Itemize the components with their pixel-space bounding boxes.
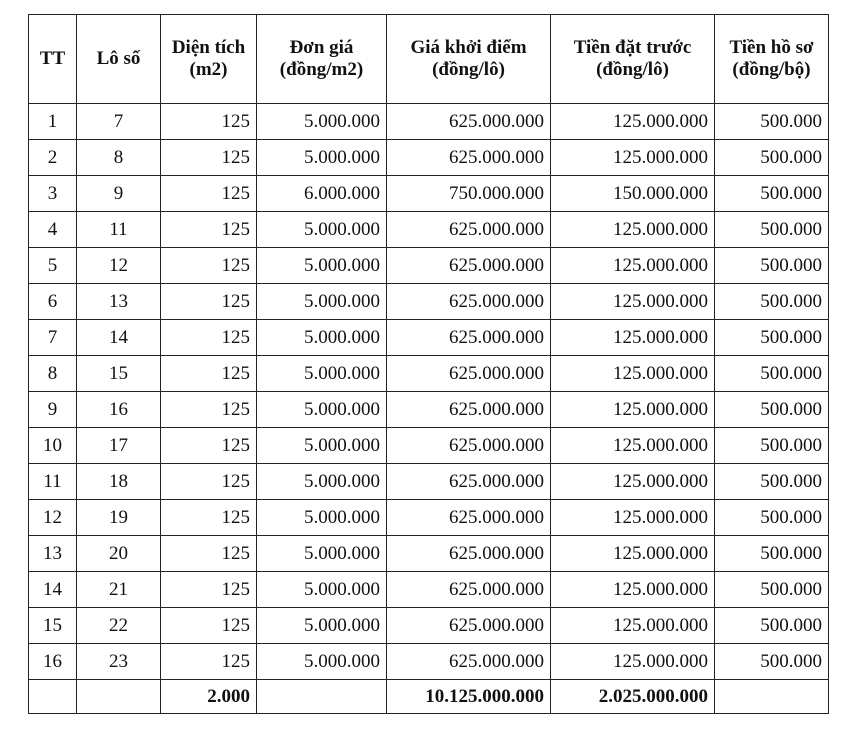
cell-dossier-fee: 500.000 [715, 320, 829, 356]
cell-deposit: 125.000.000 [551, 284, 715, 320]
table-row [29, 140, 829, 176]
cell-dossier-fee: 500.000 [715, 464, 829, 500]
cell-area: 125 [161, 536, 257, 572]
cell-tt: 11 [29, 464, 77, 500]
cell-deposit: 125.000.000 [551, 644, 715, 680]
cell-starting-price: 625.000.000 [387, 212, 551, 248]
total-empty-cell [257, 680, 387, 714]
cell-dossier-fee: 500.000 [715, 284, 829, 320]
cell-lot-number: 21 [77, 572, 161, 608]
cell-area: 125 [161, 464, 257, 500]
cell-dossier-fee: 500.000 [715, 104, 829, 140]
cell-deposit: 125.000.000 [551, 248, 715, 284]
lot-pricing-table [28, 14, 829, 714]
cell-lot-number: 19 [77, 500, 161, 536]
cell-dossier-fee: 500.000 [715, 176, 829, 212]
cell-tt: 13 [29, 536, 77, 572]
cell-unit-price: 5.000.000 [257, 140, 387, 176]
cell-unit-price: 6.000.000 [257, 176, 387, 212]
cell-dossier-fee: 500.000 [715, 500, 829, 536]
cell-deposit: 125.000.000 [551, 104, 715, 140]
table-row [29, 536, 829, 572]
cell-dossier-fee: 500.000 [715, 392, 829, 428]
cell-area: 125 [161, 140, 257, 176]
table-row [29, 212, 829, 248]
total-starting-price: 10.125.000.000 [387, 680, 551, 714]
cell-unit-price: 5.000.000 [257, 428, 387, 464]
cell-lot-number: 11 [77, 212, 161, 248]
cell-unit-price: 5.000.000 [257, 536, 387, 572]
cell-deposit: 125.000.000 [551, 320, 715, 356]
cell-dossier-fee: 500.000 [715, 212, 829, 248]
cell-unit-price: 5.000.000 [257, 284, 387, 320]
cell-area: 125 [161, 284, 257, 320]
cell-lot-number: 12 [77, 248, 161, 284]
cell-unit-price: 5.000.000 [257, 356, 387, 392]
cell-unit-price: 5.000.000 [257, 320, 387, 356]
total-empty-cell [715, 680, 829, 714]
cell-deposit: 125.000.000 [551, 536, 715, 572]
cell-starting-price: 625.000.000 [387, 536, 551, 572]
header-row [29, 15, 829, 104]
cell-starting-price: 625.000.000 [387, 644, 551, 680]
total-empty-cell [77, 680, 161, 714]
cell-lot-number: 13 [77, 284, 161, 320]
total-row [29, 680, 829, 714]
cell-area: 125 [161, 248, 257, 284]
cell-lot-number: 17 [77, 428, 161, 464]
table-row [29, 500, 829, 536]
cell-lot-number: 18 [77, 464, 161, 500]
header-deposit: Tiền đặt trước (đồng/lô) [551, 15, 715, 104]
cell-dossier-fee: 500.000 [715, 572, 829, 608]
cell-tt: 3 [29, 176, 77, 212]
table-row [29, 284, 829, 320]
table-body [29, 104, 829, 680]
header-lot-number: Lô số [77, 15, 161, 104]
cell-tt: 1 [29, 104, 77, 140]
header-area: Diện tích (m2) [161, 15, 257, 104]
cell-dossier-fee: 500.000 [715, 248, 829, 284]
cell-tt: 8 [29, 356, 77, 392]
cell-deposit: 125.000.000 [551, 428, 715, 464]
total-area: 2.000 [161, 680, 257, 714]
cell-area: 125 [161, 428, 257, 464]
cell-unit-price: 5.000.000 [257, 608, 387, 644]
cell-area: 125 [161, 104, 257, 140]
cell-starting-price: 750.000.000 [387, 176, 551, 212]
cell-deposit: 125.000.000 [551, 608, 715, 644]
cell-unit-price: 5.000.000 [257, 572, 387, 608]
cell-dossier-fee: 500.000 [715, 644, 829, 680]
total-empty-cell [29, 680, 77, 714]
table-row [29, 104, 829, 140]
cell-tt: 9 [29, 392, 77, 428]
cell-deposit: 125.000.000 [551, 356, 715, 392]
cell-unit-price: 5.000.000 [257, 212, 387, 248]
cell-deposit: 125.000.000 [551, 140, 715, 176]
cell-starting-price: 625.000.000 [387, 248, 551, 284]
cell-tt: 6 [29, 284, 77, 320]
total-deposit: 2.025.000.000 [551, 680, 715, 714]
cell-starting-price: 625.000.000 [387, 284, 551, 320]
cell-starting-price: 625.000.000 [387, 392, 551, 428]
cell-dossier-fee: 500.000 [715, 536, 829, 572]
cell-area: 125 [161, 500, 257, 536]
cell-area: 125 [161, 356, 257, 392]
cell-dossier-fee: 500.000 [715, 428, 829, 464]
table-row [29, 572, 829, 608]
table-row [29, 356, 829, 392]
cell-tt: 2 [29, 140, 77, 176]
cell-deposit: 150.000.000 [551, 176, 715, 212]
cell-starting-price: 625.000.000 [387, 608, 551, 644]
cell-starting-price: 625.000.000 [387, 320, 551, 356]
cell-area: 125 [161, 392, 257, 428]
cell-deposit: 125.000.000 [551, 464, 715, 500]
cell-unit-price: 5.000.000 [257, 464, 387, 500]
cell-lot-number: 7 [77, 104, 161, 140]
table-row [29, 608, 829, 644]
cell-tt: 12 [29, 500, 77, 536]
cell-starting-price: 625.000.000 [387, 464, 551, 500]
cell-lot-number: 23 [77, 644, 161, 680]
cell-unit-price: 5.000.000 [257, 104, 387, 140]
cell-starting-price: 625.000.000 [387, 356, 551, 392]
cell-tt: 10 [29, 428, 77, 464]
cell-unit-price: 5.000.000 [257, 644, 387, 680]
cell-area: 125 [161, 212, 257, 248]
cell-unit-price: 5.000.000 [257, 392, 387, 428]
cell-lot-number: 9 [77, 176, 161, 212]
cell-lot-number: 20 [77, 536, 161, 572]
header-tt: TT [29, 15, 77, 104]
cell-deposit: 125.000.000 [551, 212, 715, 248]
cell-area: 125 [161, 644, 257, 680]
cell-lot-number: 15 [77, 356, 161, 392]
cell-starting-price: 625.000.000 [387, 572, 551, 608]
table-row [29, 248, 829, 284]
cell-lot-number: 22 [77, 608, 161, 644]
cell-deposit: 125.000.000 [551, 392, 715, 428]
cell-area: 125 [161, 320, 257, 356]
cell-tt: 5 [29, 248, 77, 284]
cell-starting-price: 625.000.000 [387, 428, 551, 464]
cell-tt: 7 [29, 320, 77, 356]
cell-dossier-fee: 500.000 [715, 140, 829, 176]
header-dossier-fee: Tiền hồ sơ (đồng/bộ) [715, 15, 829, 104]
table-row [29, 176, 829, 212]
cell-lot-number: 16 [77, 392, 161, 428]
cell-deposit: 125.000.000 [551, 572, 715, 608]
table-row [29, 392, 829, 428]
cell-starting-price: 625.000.000 [387, 500, 551, 536]
cell-starting-price: 625.000.000 [387, 104, 551, 140]
cell-starting-price: 625.000.000 [387, 140, 551, 176]
cell-dossier-fee: 500.000 [715, 608, 829, 644]
cell-area: 125 [161, 572, 257, 608]
cell-dossier-fee: 500.000 [715, 356, 829, 392]
cell-tt: 16 [29, 644, 77, 680]
header-starting-price: Giá khởi điểm (đồng/lô) [387, 15, 551, 104]
table-row [29, 428, 829, 464]
table-row [29, 464, 829, 500]
table-row [29, 644, 829, 680]
cell-lot-number: 8 [77, 140, 161, 176]
table-row [29, 320, 829, 356]
cell-lot-number: 14 [77, 320, 161, 356]
cell-area: 125 [161, 176, 257, 212]
cell-deposit: 125.000.000 [551, 500, 715, 536]
cell-tt: 4 [29, 212, 77, 248]
header-unit-price: Đơn giá (đồng/m2) [257, 15, 387, 104]
cell-tt: 14 [29, 572, 77, 608]
cell-area: 125 [161, 608, 257, 644]
cell-unit-price: 5.000.000 [257, 248, 387, 284]
cell-unit-price: 5.000.000 [257, 500, 387, 536]
cell-tt: 15 [29, 608, 77, 644]
